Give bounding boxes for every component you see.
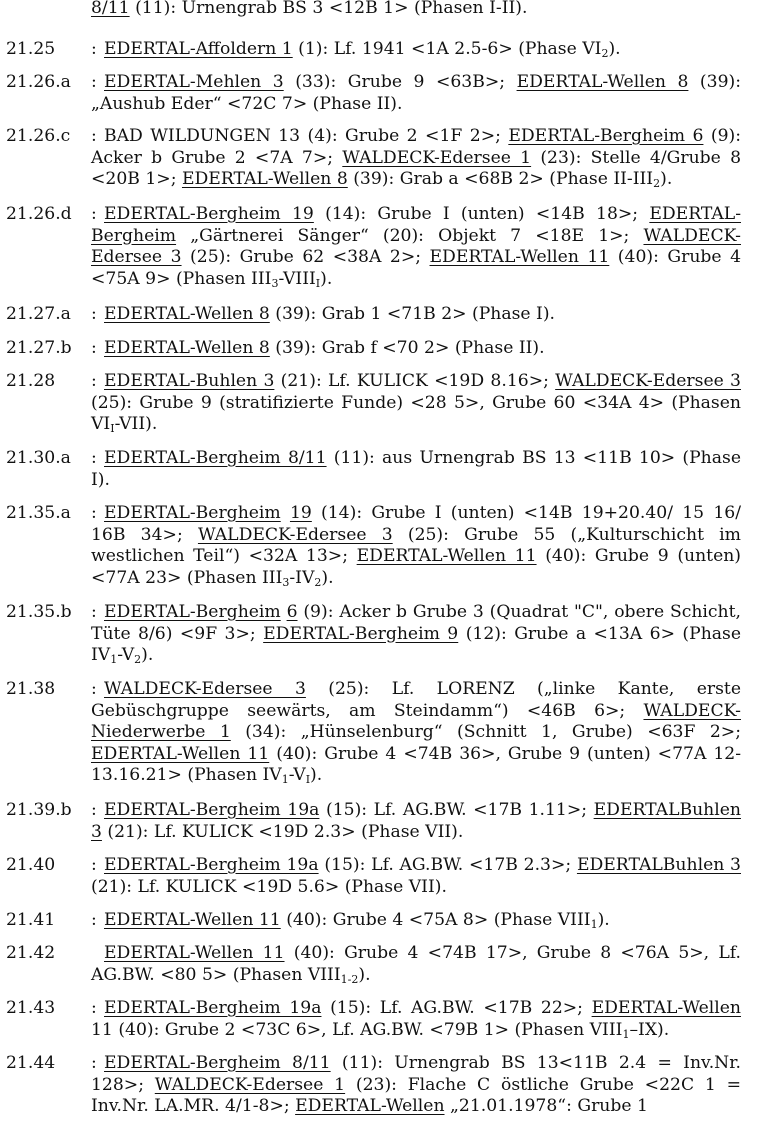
site-reference: WALDECK-Edersee 1	[342, 147, 532, 168]
entry-code: 21.30.a	[6, 448, 71, 468]
site-reference: WALDECK-Edersee 3	[104, 679, 306, 699]
site-reference: EDERTAL-Bergheim 19a	[104, 998, 322, 1018]
entry-body	[91, 800, 741, 843]
entry-text: (11): Urnengrab BS 13<11B 2.4 = Inv.Nr. 128>;	[91, 1053, 741, 1095]
site-reference: EDERTAL-Wellen 11	[429, 247, 610, 267]
entry-separator: :	[91, 910, 97, 930]
entry-separator: :	[91, 855, 97, 875]
catalog-entry	[6, 602, 741, 667]
entry-body	[91, 0, 741, 20]
entry-text: 11 (40): Grube 2 <73C 6>, Lf. AG.BW. <79B 1> (Phasen VIII	[91, 1019, 623, 1040]
entry-code: 21.42	[6, 943, 56, 963]
site-reference: EDERTAL-Bergheim 8/11	[104, 1053, 331, 1073]
site-reference: EDERTAL-Wellen 11	[91, 743, 270, 764]
site-reference: 6	[286, 602, 298, 622]
entry-separator: :	[91, 998, 97, 1018]
entry-body	[91, 126, 741, 191]
site-reference: EDERTALBuhlen 3	[91, 800, 741, 842]
entry-code: 21.35.a	[6, 503, 71, 523]
entry-code: 21.26.d	[6, 204, 72, 224]
entry-text: ).	[320, 268, 333, 289]
catalog-entry	[6, 998, 741, 1041]
entry-separator: :	[91, 39, 97, 59]
entry-separator: :	[91, 448, 97, 468]
site-reference: EDERTAL-Bergheim 6	[508, 126, 704, 146]
catalog-entry	[6, 39, 741, 61]
catalog-entry	[6, 800, 741, 843]
entry-body	[91, 39, 741, 61]
entry-code: 21.26.c	[6, 126, 71, 146]
entry-separator: :	[91, 204, 97, 224]
entry-separator: :	[91, 602, 97, 622]
entry-text: (9): Acker b Grube 2 <7A 7>;	[91, 126, 742, 168]
site-reference: EDERTAL-Mehlen 3	[104, 72, 284, 92]
entry-text: (14): Grube I (unten) <14B 18>;	[313, 204, 650, 224]
site-reference: EDERTAL-Wellen 8	[516, 72, 689, 92]
catalog-entry	[6, 338, 741, 360]
entry-code: 21.38	[6, 679, 56, 699]
site-reference: EDERTAL-Bergheim 9	[263, 623, 459, 644]
site-reference: 8/11	[91, 0, 130, 18]
catalog-entry	[6, 0, 741, 20]
entry-text: (33): Grube 9 <63B>;	[283, 72, 517, 92]
site-reference: EDERTAL-Wellen 8	[104, 338, 270, 358]
site-reference: WALDECK-Niederwerbe 1	[91, 700, 741, 742]
site-reference: EDERTAL-Wellen	[295, 1096, 445, 1116]
entry-code: 21.39.b	[6, 800, 72, 820]
entry-text: (40): Grube 4 <75A 9> (Phasen III	[91, 247, 742, 289]
entry-body	[91, 448, 741, 491]
entry-text: (39): „Aushub Eder“ <72C 7> (Phase II).	[91, 72, 742, 114]
catalog-entry	[6, 503, 741, 589]
entry-code: 21.44	[6, 1053, 56, 1073]
site-reference: EDERTAL-Wellen 11	[104, 943, 285, 963]
site-reference: WALDECK-Edersee 1	[154, 1074, 346, 1095]
entry-text: (9): Acker b Grube 3 (Quadrat "C", obere Schicht, Tüte 8/6) <9F 3>;	[91, 602, 741, 644]
entry-text: (40): Grube 4 <74B 36>, Grube 9 (unten) <77A 12-13.16.21> (Phasen IV	[91, 743, 742, 785]
entry-body	[91, 602, 741, 667]
entry-code: 21.43	[6, 998, 56, 1018]
catalog-entry	[6, 126, 741, 191]
site-reference: EDERTAL-Affoldern 1	[104, 39, 293, 59]
phase-subscript: 2	[601, 47, 609, 60]
catalog-entry	[6, 855, 741, 898]
entry-text: (25): Grube 55 („Kulturschicht im westlichen Teil“) <32A 13>;	[91, 524, 741, 566]
entry-text: ).	[660, 169, 673, 189]
entry-text: (40): Grube 4 <75A 8> (Phase VIII	[280, 910, 591, 930]
site-reference: EDERTAL-Wellen 8	[181, 169, 348, 189]
entry-text: ).	[310, 765, 323, 785]
phase-subscript: 1	[110, 653, 118, 666]
entry-separator: :	[91, 503, 97, 523]
entry-text: (23): Flache C östliche Grube <22C 1 = Inv.Nr. LA.MR. 4/1-8>;	[91, 1074, 741, 1116]
catalog-entry	[6, 72, 741, 115]
entry-text: (23): Stelle 4/Grube 8 <20B 1>;	[91, 147, 742, 189]
entry-body	[91, 371, 741, 436]
entry-body	[91, 72, 741, 115]
site-reference: EDERTAL-Bergheim	[104, 503, 281, 523]
catalog-entry	[6, 943, 741, 986]
entry-code: 21.41	[6, 910, 56, 930]
entry-text: (39): Grab a <68B 2> (Phase II-III	[347, 169, 654, 189]
entry-text: (25): Lf. LORENZ („linke Kante, erste Gebüschgruppe seewärts, am Steindamm“) <46B 6>;	[91, 679, 741, 721]
site-reference: EDERTAL-Buhlen 3	[104, 371, 275, 391]
site-reference: 19	[289, 503, 312, 523]
entry-separator: :	[91, 126, 97, 146]
entry-text: -V	[117, 645, 135, 665]
entry-text: (21): Lf. KULICK <19D 5.6> (Phase VII).	[91, 876, 447, 897]
entry-text: (25): Grube 62 <38A 2>;	[181, 247, 430, 267]
catalog-entry	[6, 910, 741, 932]
entry-code: 21.27.a	[6, 304, 71, 324]
entry-separator: :	[91, 371, 97, 391]
phase-subscript: 1	[281, 773, 289, 786]
entry-separator: :	[91, 800, 97, 820]
entry-body	[91, 338, 741, 360]
entry-body	[91, 943, 741, 986]
catalog-entry	[6, 448, 741, 491]
site-reference: EDERTAL-Wellen	[591, 998, 741, 1018]
site-reference: WALDECK-Edersee 3	[91, 225, 741, 267]
entry-text: (15): Lf. AG.BW. <17B 2.3>;	[318, 855, 577, 875]
entry-text: ).	[358, 964, 371, 985]
entry-text: ).	[597, 910, 610, 930]
site-reference: EDERTAL-Bergheim 19a	[104, 855, 319, 875]
entry-text: (39): Grab f <70 2> (Phase II).	[269, 338, 545, 358]
catalog-entry	[6, 1053, 741, 1118]
entry-text: -IV	[289, 567, 315, 588]
entry-text	[281, 503, 290, 523]
entry-separator: :	[91, 304, 97, 324]
catalog-entry	[6, 371, 741, 436]
site-reference: EDERTAL-Bergheim 19	[104, 204, 314, 224]
entry-text: -VIII	[278, 268, 316, 289]
entry-code: 21.28	[6, 371, 56, 391]
site-reference: WALDECK-Edersee 3	[555, 371, 741, 391]
catalog-entry	[6, 304, 741, 326]
site-reference: EDERTAL-Wellen 11	[104, 910, 281, 930]
entry-text: (21): Lf. KULICK <19D 8.16>;	[274, 371, 556, 391]
phase-subscript: 2	[314, 575, 322, 589]
entry-separator: :	[91, 1053, 97, 1073]
site-reference: WALDECK-Edersee 3	[197, 524, 393, 545]
entry-text: ).	[141, 645, 154, 665]
entry-text: (11): Urnengrab BS 3 <12B 1> (Phasen I-II).	[129, 0, 528, 18]
entry-code: 21.27.b	[6, 338, 72, 358]
phase-subscript: 3	[282, 575, 290, 589]
phase-subscript: 3	[271, 276, 279, 290]
entry-body	[91, 998, 741, 1041]
entry-body	[91, 1053, 741, 1118]
entry-separator: :	[91, 72, 97, 92]
phase-subscript: I	[110, 422, 115, 435]
entry-text: ).	[321, 567, 334, 588]
entry-text: (40): Grube 9 (unten) <77A 23> (Phasen III	[91, 546, 742, 588]
entry-body	[91, 503, 741, 589]
entry-text: (21): Lf. KULICK <19D 2.3> (Phase VII).	[101, 821, 464, 842]
entry-text: BAD WILDUNGEN 13 (4): Grube 2 <1F 2>;	[104, 126, 509, 146]
entry-separator: :	[91, 338, 97, 358]
catalog-entry	[6, 204, 741, 290]
phase-subscript: 2	[653, 177, 661, 190]
entry-text: -V	[288, 765, 306, 785]
phase-subscript: 1-2	[340, 972, 359, 986]
phase-subscript: I	[305, 773, 311, 786]
entry-text: ).	[608, 39, 621, 59]
entry-text: „Gärtnerei Sänger“ (20): Objekt 7 <18E 1>;	[176, 225, 644, 246]
entry-text: (14): Grube I (unten) <14B 19+20.40/ 15 16/ 16B 34>;	[91, 503, 741, 545]
site-reference: EDERTAL-Bergheim	[104, 602, 281, 622]
entry-separator: :	[91, 679, 97, 699]
site-reference: EDERTALBuhlen 3	[576, 855, 741, 875]
entry-body	[91, 910, 741, 932]
entry-code: 21.26.a	[6, 72, 71, 92]
entry-body	[91, 204, 741, 290]
entry-text: (39): Grab 1 <71B 2> (Phase I).	[269, 304, 556, 324]
entry-body	[91, 679, 741, 787]
entry-text: (1): Lf. 1941 <1A 2.5-6> (Phase VI	[292, 39, 602, 59]
phase-subscript: 2	[134, 653, 142, 666]
entry-text: –IX).	[629, 1019, 670, 1040]
site-reference: EDERTAL-Bergheim 19a	[104, 800, 320, 820]
phase-subscript: 1	[622, 1027, 630, 1041]
entry-body	[91, 855, 741, 898]
entry-text: (34): „Hünselenburg“ (Schnitt 1, Grube) <63F 2>;	[230, 722, 741, 742]
site-reference: EDERTAL-Wellen 11	[356, 546, 537, 566]
entry-body	[91, 304, 741, 326]
entry-text: (15): Lf. AG.BW. <17B 22>;	[321, 998, 592, 1018]
entry-text: (12): Grube a <13A 6> (Phase IV	[91, 623, 742, 665]
phase-subscript: 1	[590, 918, 598, 931]
entry-text: (15): Lf. AG.BW. <17B 1.11>;	[319, 800, 594, 820]
entry-code: 21.35.b	[6, 602, 72, 622]
entry-text: (25): Grube 9 (stratifizierte Funde) <28 5>, Grube 60 <34A 4> (Phasen VI	[91, 392, 741, 434]
site-reference: EDERTAL-Bergheim 8/11	[104, 448, 327, 468]
entry-text: (40): Grube 4 <74B 17>, Grube 8 <76A 5>, Lf. AG.BW. <80 5> (Phasen VIII	[91, 943, 742, 985]
catalog-entry	[6, 679, 741, 787]
entry-code: 21.40	[6, 855, 56, 875]
phase-subscript: I	[315, 276, 321, 290]
site-reference: EDERTAL-Bergheim	[91, 204, 741, 246]
entry-text: -VII).	[114, 414, 158, 434]
entry-text: „21.01.1978“: Grube 1	[444, 1096, 648, 1116]
entry-code: 21.25	[6, 39, 56, 59]
entry-text: (11): aus Urnengrab BS 13 <11B 10> (Phase I).	[91, 448, 741, 490]
site-reference: EDERTAL-Wellen 8	[104, 304, 270, 324]
